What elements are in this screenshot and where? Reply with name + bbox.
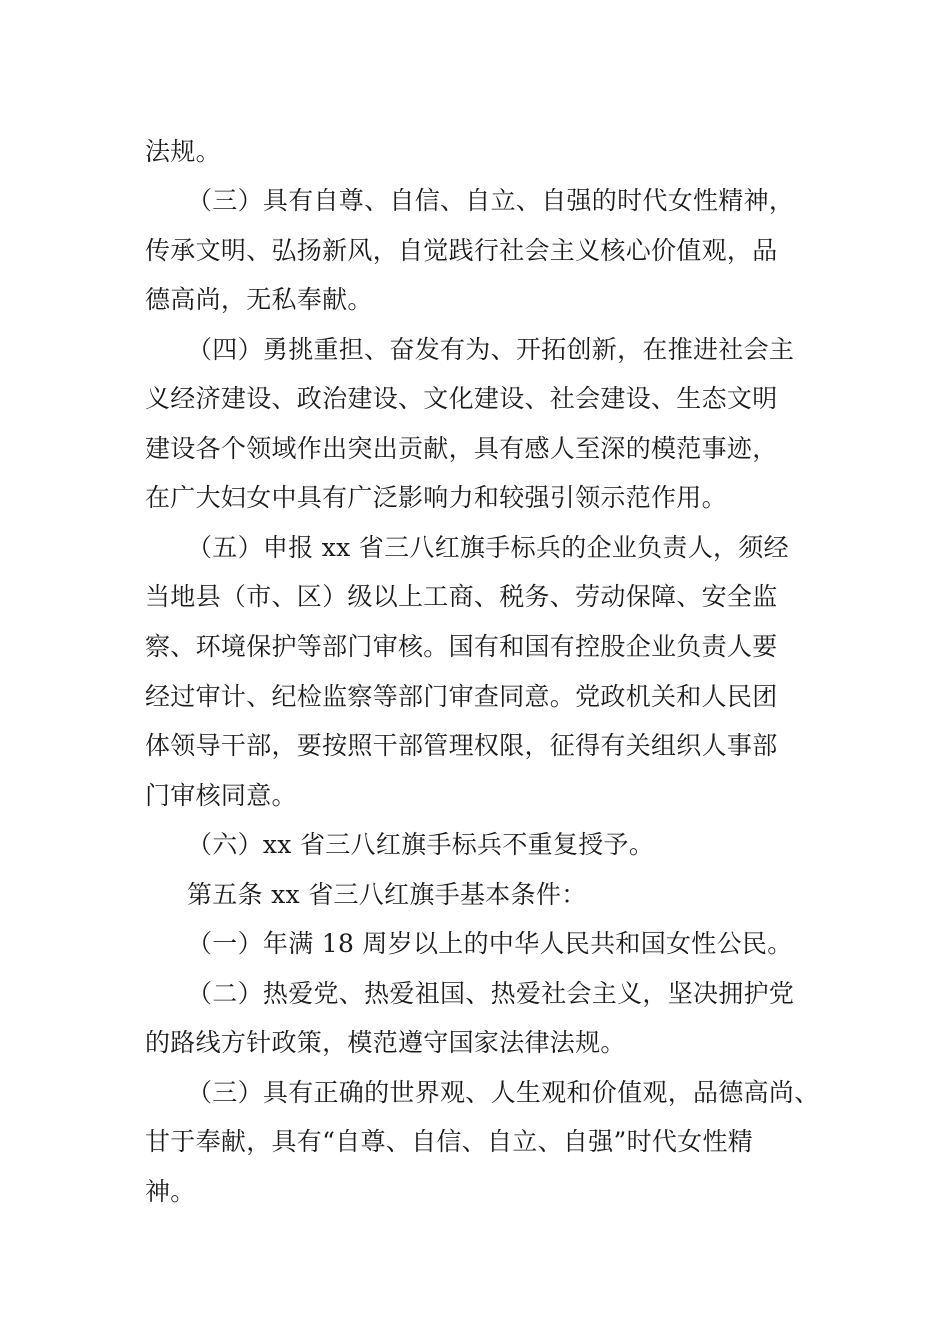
text-line: 义经济建设、政治建设、文化建设、社会建设、生态文明 <box>145 384 778 413</box>
text-line: 神。 <box>145 1177 196 1206</box>
text-line: 当地县（市、区）级以上工商、税务、劳动保障、安全监 <box>145 582 778 611</box>
text-line: 传承文明、弘扬新风，自觉践行社会主义核心价值观，品 <box>145 236 778 265</box>
text-line: （四）勇挑重担、奋发有为、开拓创新，在推进社会主 <box>187 335 795 364</box>
text-line: 门审核同意。 <box>145 781 297 810</box>
text-line: 的路线方针政策，模范遵守国家法律法规。 <box>145 1028 626 1057</box>
text-line: 体领导干部，要按照干部管理权限，征得有关组织人事部 <box>145 731 778 760</box>
text-line: （三）具有正确的世界观、人生观和价值观，品德高尚、 <box>187 1078 820 1107</box>
text-line: （二）热爱党、热爱祖国、热爱社会主义，坚决拥护党 <box>187 979 795 1008</box>
text-line: 甘于奉献，具有“自尊、自信、自立、自强”时代女性精 <box>145 1127 754 1156</box>
text-line: （一）年满 18 周岁以上的中华人民共和国女性公民。 <box>187 929 793 958</box>
text-line: 法规。 <box>145 137 221 166</box>
text-line: 德高尚，无私奉献。 <box>145 285 373 314</box>
text-line: 第五条 xx 省三八红旗手基本条件： <box>187 880 587 909</box>
text-line: （六）xx 省三八红旗手标兵不重复授予。 <box>187 830 655 859</box>
text-line: 察、环境保护等部门审核。国有和国有控股企业负责人要 <box>145 632 778 661</box>
text-line: 经过审计、纪检监察等部门审查同意。党政机关和人民团 <box>145 682 778 711</box>
text-line: 在广大妇女中具有广泛影响力和较强引领示范作用。 <box>145 483 727 512</box>
text-line: （三）具有自尊、自信、自立、自强的时代女性精神， <box>187 186 795 215</box>
text-line: 建设各个领域作出突出贡献，具有感人至深的模范事迹， <box>145 434 778 463</box>
text-line: （五）申报 xx 省三八红旗手标兵的企业负责人，须经 <box>187 533 789 562</box>
